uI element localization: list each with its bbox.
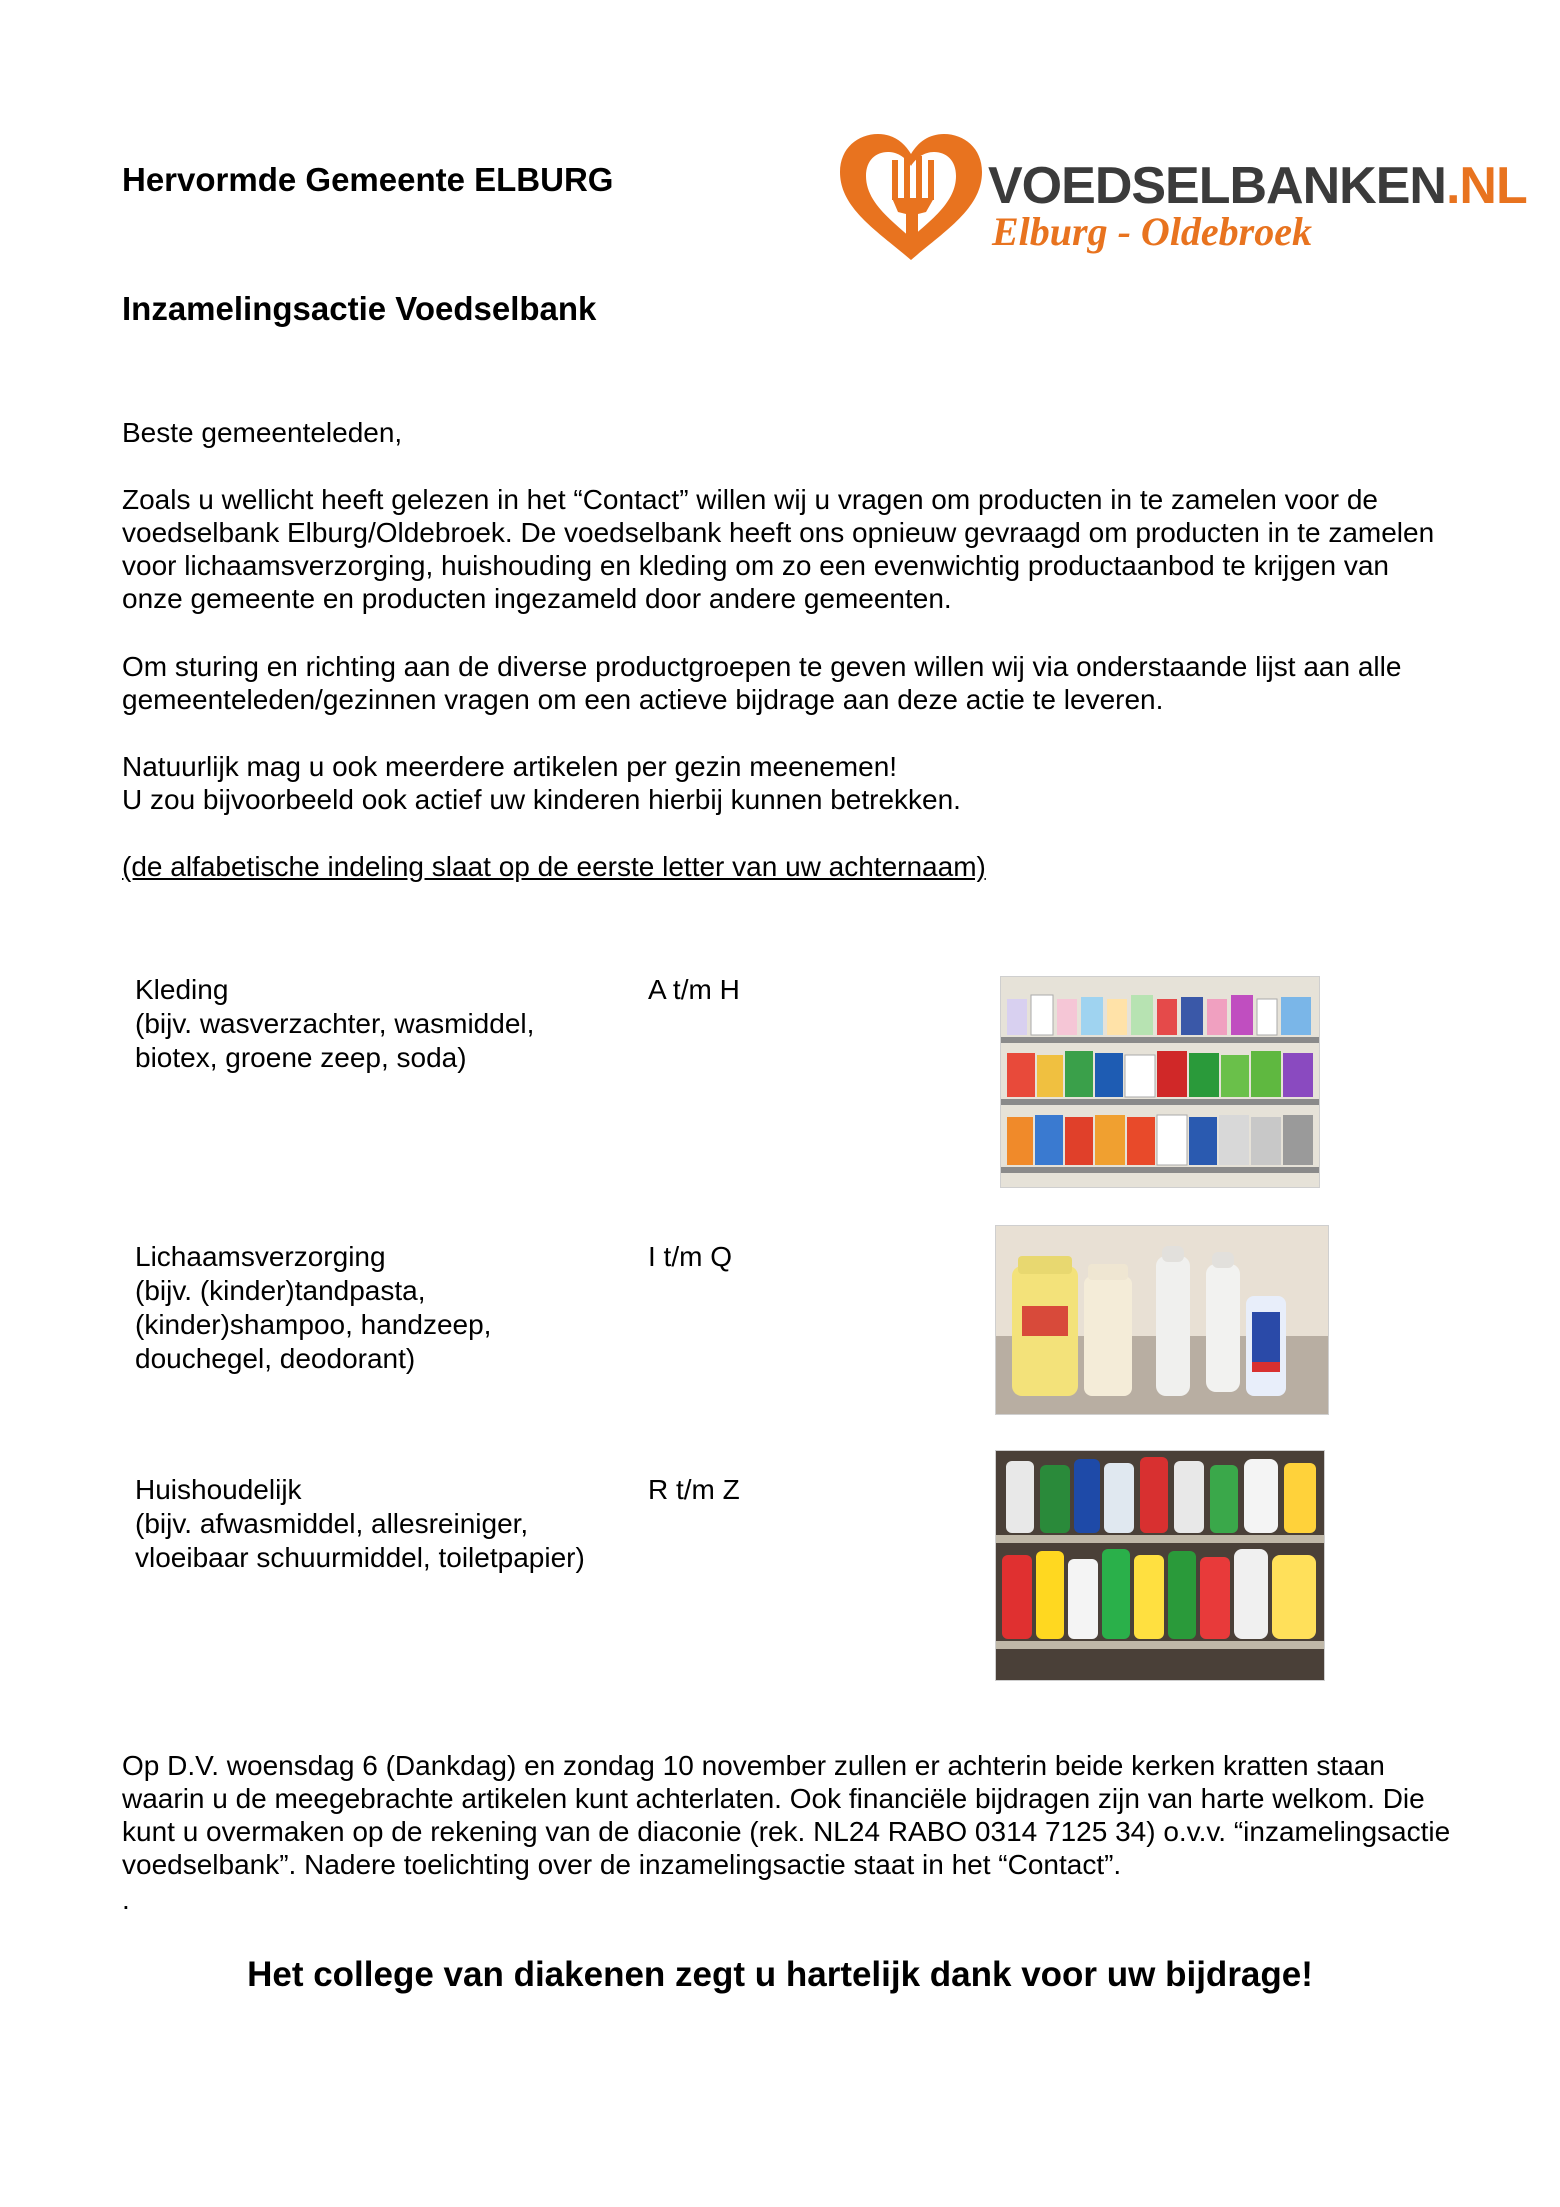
- logo-wordmark: VOEDSELBANKEN: [988, 157, 1446, 215]
- product-name: Kleding: [135, 974, 229, 1005]
- product-description: (bijv. wasverzachter, wasmiddel, biotex, groene zeep, soda): [135, 1008, 535, 1073]
- voedselbanken-logo: [836, 130, 1527, 266]
- children-line: U zou bijvoorbeeld ook actief uw kinderen hierbij kunnen betrekken.: [122, 784, 961, 815]
- product-range: I t/m Q: [648, 1241, 732, 1272]
- closing-thanks: Het college van diakenen zegt u hartelijk dank voor uw bijdrage!: [247, 1955, 1313, 1994]
- logo-tld: .NL: [1445, 157, 1527, 215]
- extra-items-line: Natuurlijk mag u ook meerdere artikelen per gezin meenemen!: [122, 751, 898, 782]
- alphabet-note: (de alfabetische indeling slaat op de eerste letter van uw achternaam): [122, 851, 986, 882]
- product-range: R t/m Z: [648, 1474, 740, 1505]
- product-range: A t/m H: [648, 974, 740, 1005]
- laundry-shelf-photo: [1000, 976, 1320, 1188]
- product-huishoudelijk: [135, 1473, 655, 1575]
- product-name: Lichaamsverzorging: [135, 1241, 386, 1272]
- toiletries-photo: [995, 1225, 1329, 1415]
- product-lichaamsverzorging: [135, 1240, 655, 1376]
- guidance-paragraph: Om sturing en richting aan de diverse productgroepen te geven willen wij via onderstaande lijst aan alle gemeenteleden/gezinnen vragen om een actieve bijdrage aan deze actie te leveren.: [122, 651, 1402, 715]
- document-title: Inzamelingsactie Voedselbank: [122, 290, 597, 327]
- footer-paragraph: Op D.V. woensdag 6 (Dankdag) en zondag 10 november zullen er achterin beide kerken kratten staan waarin u de meegebrachte artikelen kunt achterlaten. Ook financiële bijdragen zijn van harte welkom. Die kunt u overmaken op de rekening van de diaconie (rek. NL24 RABO 0314 7125 34) o.v.v. “inzamelingsactie voedselbank”. Nadere toelichting over de inzamelingsactie staat in het “Contact”.: [122, 1750, 1451, 1880]
- intro-paragraph: Zoals u wellicht heeft gelezen in het “Contact” willen wij u vragen om producten in te zamelen voor de voedselbank Elburg/Oldebroek. De voedselbank heeft ons opnieuw gevraagd om producten in te zamelen voor lichaamsverzorging, huishouding en kleding om zo een evenwichtig productaanbod te krijgen van onze gemeente en producten ingezameld door andere gemeenten.: [122, 484, 1435, 614]
- product-kleding: [135, 973, 655, 1075]
- product-description: (bijv. afwasmiddel, allesreiniger, vloeibaar schuurmiddel, toiletpapier): [135, 1508, 585, 1573]
- product-name: Huishoudelijk: [135, 1474, 302, 1505]
- logo-subtitle: Elburg - Oldebroek: [992, 209, 1312, 254]
- salutation: Beste gemeenteleden,: [122, 417, 403, 448]
- cleaning-products-photo: [995, 1450, 1325, 1681]
- organisation-name: Hervormde Gemeente ELBURG: [122, 161, 614, 198]
- product-description: (bijv. (kinder)tandpasta, (kinder)shampoo, handzeep, douchegel, deodorant): [135, 1275, 492, 1374]
- heart-fork-icon: [836, 130, 986, 266]
- footer-dot: .: [122, 1884, 130, 1915]
